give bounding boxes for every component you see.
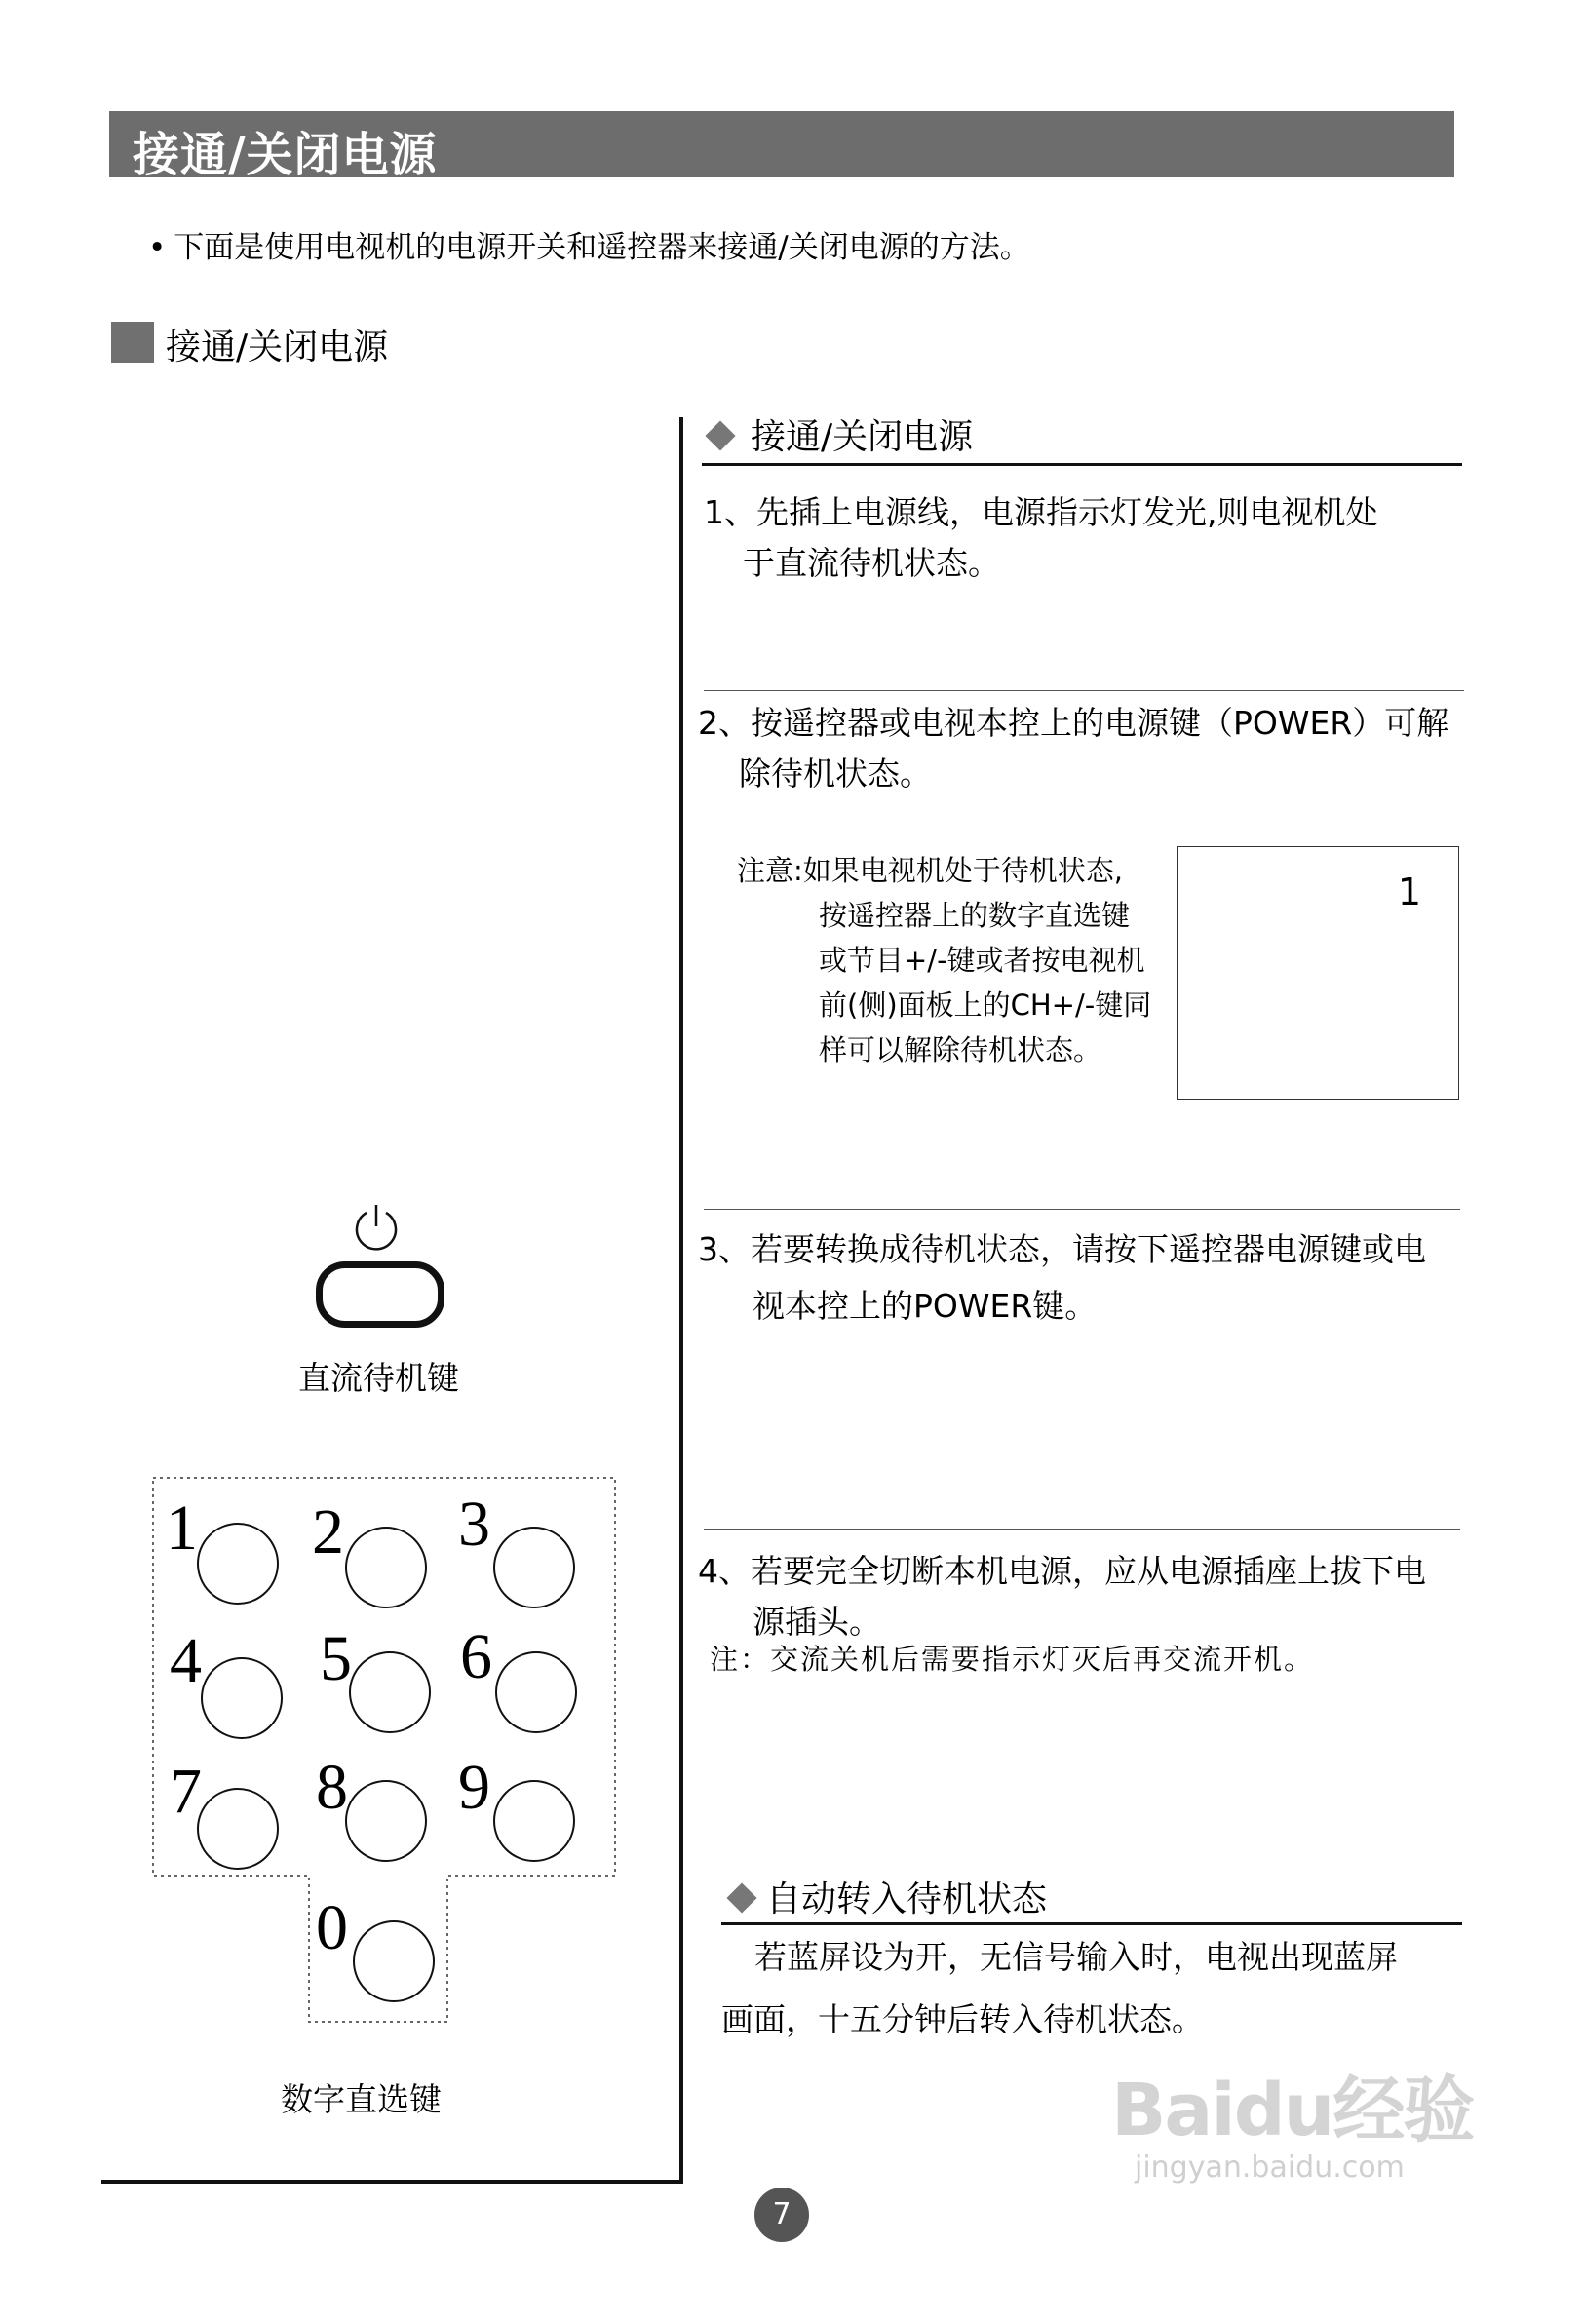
- note-line: 按遥控器上的数字直选键: [819, 899, 1131, 932]
- note-figure-box: [1177, 846, 1459, 1100]
- power-label: 直流待机键: [298, 1359, 459, 1397]
- step-divider: [704, 690, 1464, 691]
- step-3-line2: 视本控上的POWER键。: [753, 1287, 1098, 1325]
- key-1-button: [197, 1523, 279, 1605]
- step-4: [698, 1546, 1426, 1647]
- key-9-button: [493, 1780, 575, 1862]
- intro-text: 下面是使用电视机的电源开关和遥控器来接通/关闭电源的方法。: [174, 230, 1030, 265]
- step-1: [704, 487, 1378, 589]
- right-heading: [710, 409, 973, 459]
- key-number: 5: [320, 1623, 352, 1694]
- title-bar: [109, 111, 1454, 182]
- intro-line: [148, 222, 1030, 266]
- heading-underline: [702, 463, 1462, 466]
- dc-standby-button: [316, 1261, 444, 1328]
- baidu-watermark: [1111, 2053, 1473, 2185]
- note: [737, 848, 1151, 1072]
- key-number: 7: [170, 1756, 202, 1827]
- para-line2: 画面，十五分钟后转入待机状态。: [721, 2000, 1204, 2038]
- step-3-line1: 3、若要转换成待机状态，请按下遥控器电源键或电: [698, 1230, 1426, 1268]
- key-number: 9: [458, 1752, 490, 1823]
- step-4-note: 注：交流关机后需要指示灯灭后再交流开机。: [710, 1643, 1315, 1676]
- key-2-button: [345, 1527, 427, 1608]
- step-4-line2: 源插头。: [753, 1603, 881, 1641]
- page-number: 7: [754, 2188, 809, 2242]
- step-3: [698, 1224, 1426, 1332]
- key-number: 8: [316, 1752, 348, 1823]
- section-marker-icon: [111, 322, 154, 363]
- right-heading-text: 接通/关闭电源: [751, 417, 974, 457]
- step-divider: [704, 1209, 1460, 1210]
- standby-paragraph: [721, 1926, 1398, 2051]
- power-symbol-icon: [351, 1201, 402, 1252]
- step-1-line2: 于直流待机状态。: [743, 544, 1000, 582]
- key-number: 3: [458, 1489, 490, 1560]
- vertical-divider: [679, 417, 683, 2184]
- note-line: 或节目+/-键或者按电视机: [819, 944, 1145, 977]
- bottom-divider: [101, 2180, 682, 2184]
- key-6-button: [495, 1651, 577, 1733]
- step-2-line1: 2、按遥控器或电视本控上的电源键（POWER）可解: [698, 704, 1449, 742]
- step-2: [698, 698, 1448, 799]
- key-5-button: [349, 1651, 431, 1733]
- key-number: 1: [166, 1492, 198, 1564]
- step-2-line2: 除待机状态。: [739, 755, 932, 793]
- note-line: 样可以解除待机状态。: [819, 1033, 1102, 1066]
- para-line1: 若蓝屏设为开，无信号输入时，电视出现蓝屏: [754, 1938, 1398, 1976]
- note-line: 前(侧)面板上的CH+/-键同: [819, 988, 1152, 1022]
- note-box-number: 1: [1397, 871, 1421, 913]
- key-number: 6: [460, 1621, 492, 1692]
- diamond-icon: [705, 420, 735, 450]
- section-title: 接通/关闭电源: [166, 328, 389, 368]
- note-prefix: 注意:: [737, 854, 803, 887]
- key-3-button: [493, 1527, 575, 1608]
- key-number: 2: [312, 1496, 344, 1568]
- page-title: 接通/关闭电源: [133, 128, 438, 182]
- key-number: 4: [170, 1625, 202, 1696]
- step-4-line1: 4、若要完全切断本机电源，应从电源插座上拔下电: [698, 1552, 1426, 1590]
- bullet: •: [148, 230, 167, 265]
- step-1-line1: 1、先插上电源线，电源指示灯发光,则电视机处: [704, 493, 1378, 531]
- watermark-url: jingyan.baidu.com: [1135, 2150, 1405, 2185]
- right-heading-2-text: 自动转入待机状态: [766, 1879, 1048, 1919]
- heading-2-underline: [721, 1922, 1462, 1925]
- key-4-button: [201, 1657, 283, 1739]
- keypad-label: 数字直选键: [281, 2080, 442, 2118]
- key-0-button: [353, 1920, 435, 2002]
- watermark-logo: Baidu经验: [1111, 2069, 1474, 2152]
- key-8-button: [345, 1780, 427, 1862]
- diamond-icon: [726, 1882, 756, 1913]
- step-divider: [704, 1529, 1460, 1530]
- right-heading-2: [731, 1872, 1047, 1921]
- key-7-button: [197, 1788, 279, 1870]
- key-number: 0: [316, 1892, 348, 1963]
- note-line: 注意:如果电视机处于待机状态,: [737, 854, 1123, 887]
